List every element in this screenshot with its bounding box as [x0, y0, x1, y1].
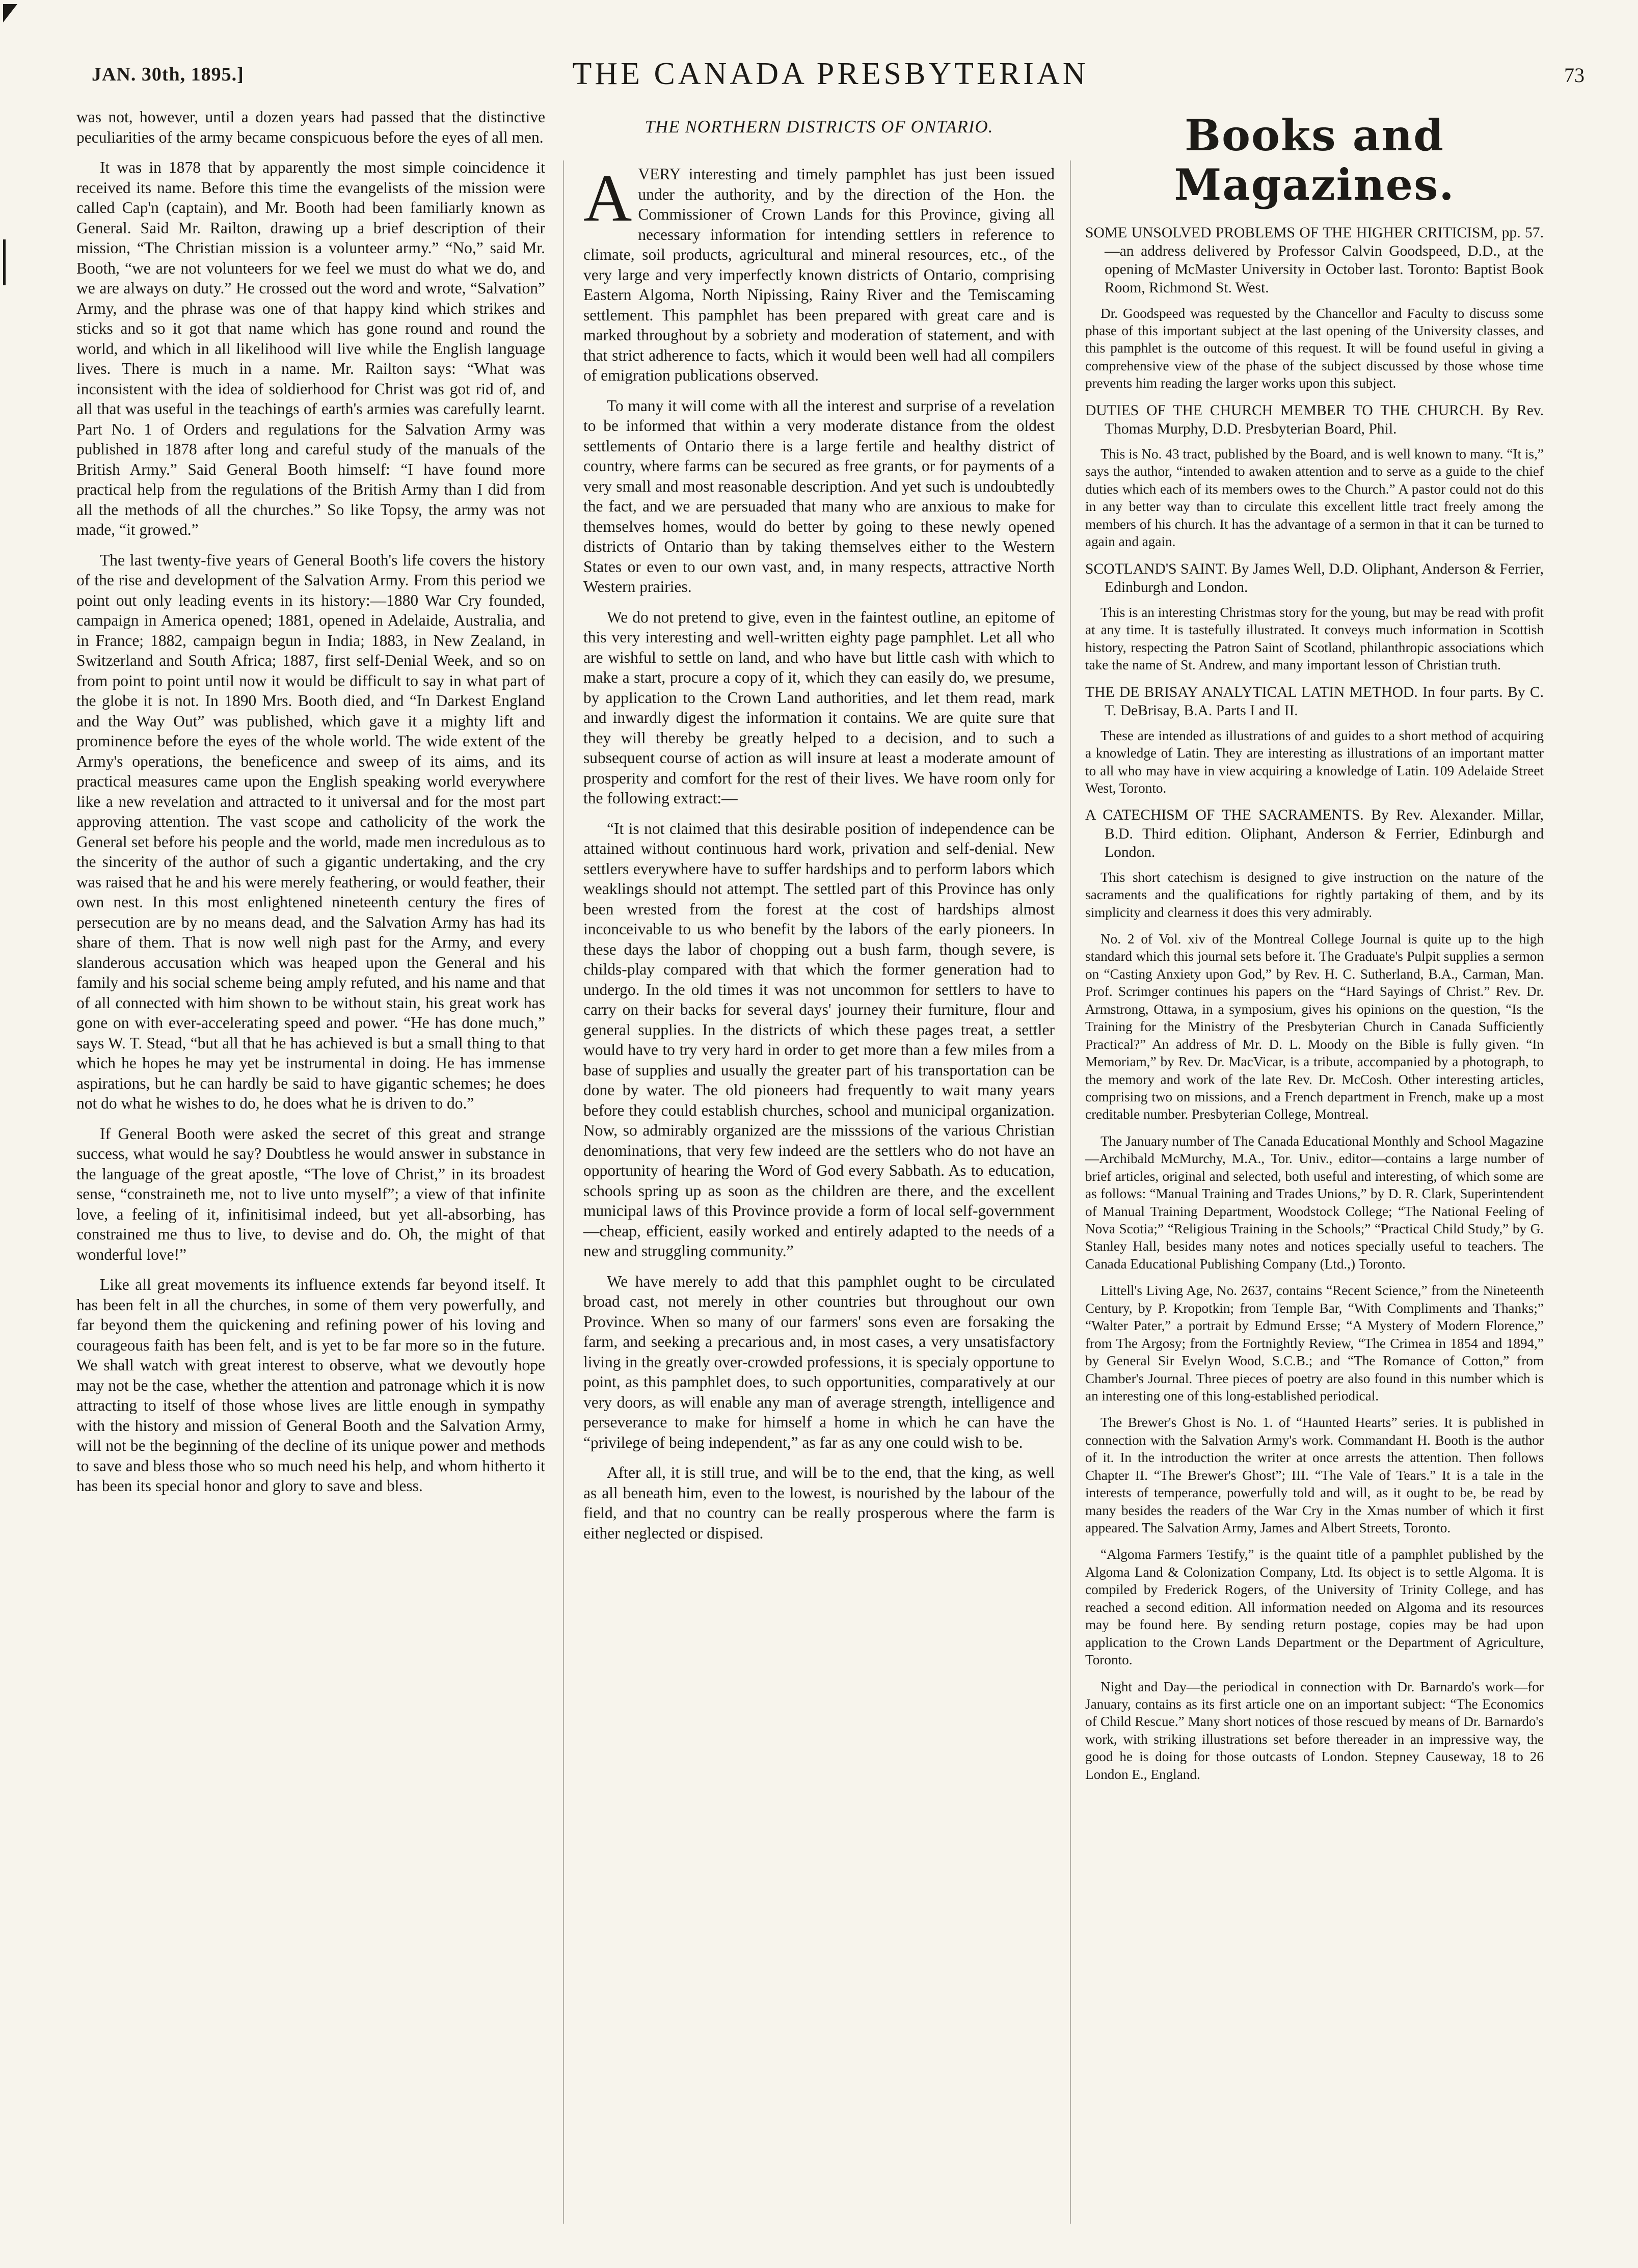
- margin-mark: [3, 239, 6, 285]
- paragraph: We have merely to add that this pamphlet ought to be circulated broad cast, not merely in other countries but throughout our own Province. When so many of our farmers' sons even are forsaking the farm, and seeking a precarious and, in most cases, a very unsatisfactory living in the greatly over-crowded professions, it is specialy opportune to point, as this pamphlet does, to such opportunities, comparatively at our very doors, as will enable any man of average strength, intelligence and perseverance to make for himself a home in which he can have the “privilege of being independent,” as far as any one could wish to be.: [583, 1272, 1055, 1451]
- book-entry-title: SOME UNSOLVED PROBLEMS OF THE HIGHER CRITICISM, pp. 57.—an address delivered by Professor Calvin Goodspeed, D.D., at the opening of McMaster University in October last. Toronto: Baptist Book Room, Richmond St. West.: [1085, 225, 1544, 296]
- paragraph: “It is not claimed that this desirable position of independence can be attained without continuous hard work, privation and self-denial. New settlers everywhere have to suffer hardships and to perform labors which weaklings should not attempt. The settled part of this Province has only been wrested from the forest at the cost of hardships almost inconceivable to us who benefit by the labors of the early pioneers. In these days the labor of chopping out a bush farm, though severe, is childs-play compared with that which the former generation had to undergo. In the old times it was not uncommon for settlers to have to carry on their backs for several days' journey their furniture, flour and general supplies. In the districts of which these pages treat, a settler would have to try very hard in order to get more than a few miles from a base of supplies and usually the greater part of his transportation can be done by water. The old pioneers had frequently to wait many years before they could establish churches, school and municipal organization. Now, so admirably organized are the misssions of the various Christian denominations, that very few indeed are the settlers who do not have an opportunity of hearing the Word of God every Sabbath. As to education, schools spring up as soon as the children are there, and the excellent municipal laws of this Province provide a form of local self-government—cheap, efficient, easily worked and entirely adapted to the needs of a new and struggling community.”: [583, 819, 1055, 1260]
- paragraph-text: VERY interesting and timely pamphlet has just been issued under the authority, and by the direction of the Hon. the Commissioner of Crown Lands for this Province, giving all necessary information for intending settlers in reference to climate, soil products, agricultural and mineral resources, etc., of the very large and very imperfectly known districts of Ontario, comprising Eastern Algoma, North Nipissing, Rainy River and the Temiscaming settlement. This pamphlet has been prepared with great care and is marked throughout by a sobriety and moderation of statement, and with that strict adherence to facts, which it would been well had all compilers of emigration publications observed.: [583, 165, 1055, 384]
- book-entry: [1085, 560, 1544, 674]
- paragraph: was not, however, until a dozen years had passed that the distinctive peculiarities of the army became conspicuous before the eyes of all men.: [76, 108, 545, 146]
- column-northern-districts-article: [583, 107, 1055, 1553]
- book-entry-title: DUTIES OF THE CHURCH MEMBER TO THE CHURCH. By Rev. Thomas Murphy, D.D. Presbyterian Board, Phil.: [1085, 402, 1544, 437]
- paragraph: We do not pretend to give, even in the faintest outline, an epitome of this very interesting and well-written eighty page pamphlet. Let all who are wishful to settle on land, and who have but little cash with which to make a start, procure a copy of it, which they can easily do, we presume, by application to the Crown Land authorities, and let them read, mark and inwardly digest the information it contains. We are quite sure that they will thereby be greatly helped to a decision, and to such a subsequent course of action as will insure at least a moderate amount of prosperity and comfort for the rest of their lives. We have room only for the following extract:—: [583, 608, 1055, 807]
- page-number: 73: [1564, 64, 1585, 87]
- book-entry-review: This is an interesting Christmas story for the young, but may be read with profit at any time. It is tastefully illustrated. It conveys much information in Scottish history, respecting the Patron Saint of Scotland, philanthropic associations which take the name of St. Andrew, and many important lesson of Christian truth.: [1085, 604, 1544, 673]
- book-entry-title: THE DE BRISAY ANALYTICAL LATIN METHOD. In four parts. By C. T. DeBrisay, B.A. Parts I and II.: [1085, 684, 1544, 719]
- section-heading: Books and Magazines.: [1174, 110, 1455, 210]
- magazine-notice: Littell's Living Age, No. 2637, contains “Recent Science,” from the Nineteenth Century, by P. Kropotkin; from Temple Bar, “With Compliments and Thanks;” “Walter Pater,” a portrait by Edmund Ersse; “A Mystery of Modern Florence,” from The Argosy; from the Fortnightly Review, “The Crimea in 1854 and 1894,” by General Sir Evelyn Wood, S.C.B.; and “The Romance of Cotton,” from Chamber's Journal. Three pieces of poetry are also found in this number which is an interesting one of this long-established periodical.: [1085, 1283, 1544, 1403]
- paragraph: To many it will come with all the interest and surprise of a revelation to be informed that within a very moderate distance from the oldest settlements of Ontario there is a large fertile and healthy district of country, where farms can be secured as free grants, or for payments of a very small and most reasonable description. And yet such is undoubtedly the fact, and we are persuaded that many who are anxious to make for themselves homes, would do better by going to these newly opened districts of Ontario than by taking themselves either to the Western States or even to our own vast, and, in many respects, attractive North Western prairies.: [583, 396, 1055, 596]
- paragraph: Like all great movements its influence extends far beyond itself. It has been felt in all the churches, in some of them very powerfully, and far beyond them the quickening and refining power of his loving and courageous faith has been felt, and is yet to be far more so in the future. We shall watch with great interest to observe, what we devoutly hope may not be the case, whether the attention and patronage which it is now attracting to itself of those whose lives are little enough in sympathy with the history and mission of General Booth and the Salvation Army, will not be the beginning of the decline of its unique power and methods to save and bless those who so much need his help, and whom hitherto it has been its special honor and glory to save and bless.: [76, 1276, 545, 1495]
- masthead-title: THE CANADA PRESBYTERIAN: [572, 57, 1089, 91]
- magazine-notice: No. 2 of Vol. xiv of the Montreal College Journal is quite up to the high standard which this journal sets before it. The Graduate's Pulpit supplies a sermon on “Casting Anxiety upon God,” by Rev. H. C. Sutherland, B.A., Carman, Man. Prof. Scrimger continues his papers on the “Hard Sayings of Christ.” Rev. Dr. Armstrong, Ottawa, in a symposium, gives his opinions on the question, “Is the Training for the Ministry of the Presbyterian Church in Canada Sufficiently Practical?” An address of Mr. D. L. Moody on the Bible is fully given. “In Memoriam,” by Rev. Dr. MacVicar, is a tribute, accompanied by a photograph, to the memory and work of the late Rev. Dr. McCosh. Other interesting articles, comprising two on missions, and a French department in French, make up a most creditable number. Presbyterian College, Montreal.: [1085, 931, 1544, 1122]
- book-entry-title: SCOTLAND'S SAINT. By James Well, D.D. Oliphant, Anderson & Ferrier, Edinburgh and London.: [1085, 560, 1544, 596]
- issue-date: JAN. 30th, 1895.]: [92, 64, 244, 85]
- column-books-and-magazines: [1085, 107, 1544, 1792]
- book-entry-review: Dr. Goodspeed was requested by the Chancellor and Faculty to discuss some phase of this important subject at the last opening of the University classes, and this pamphlet is the outcome of this request. It will be found useful in giving a comprehensive view of the phase of the subject discussed by those whose time prevents him reading the larger works upon this subject.: [1085, 305, 1544, 391]
- magazine-notice: “Algoma Farmers Testify,” is the quaint title of a pamphlet published by the Algoma Land & Colonization Company, Ltd. Its object is to settle Algoma. It is compiled by Frederick Rogers, of the University of Trinity College, and has reached a second edition. All information needed on Algoma and its resources may be found here. By sending return postage, copies may be had upon application to the Crown Lands Department or the Department of Agriculture, Toronto.: [1085, 1547, 1544, 1668]
- magazine-notices: [1085, 930, 1544, 1783]
- book-entry-review: This is No. 43 tract, published by the Board, and is well known to many. “It is,” says the author, “intended to awaken attention and to serve as a guide to the chief duties which each of its members owes to the Church.” A pastor could not do this in any better way than to circulate this excellent little tract freely among the members of his church. It has the advantage of a sermon in that it can be turned to again and again.: [1085, 446, 1544, 550]
- book-entry: [1085, 224, 1544, 392]
- magazine-notice: Night and Day—the periodical in connection with Dr. Barnardo's work—for January, contains as its first article one on an important subject: “The Economics of Child Rescue.” Many short notices of those rescued by means of Dr. Barnardo's work, with striking illustrations set before thereader in an impressive way, the good he is doing for those outcasts of London. Stepney Causeway, 18 to 26 London E., England.: [1085, 1679, 1544, 1782]
- book-entry-review: These are intended as illustrations of and guides to a short method of acquiring a knowledge of Latin. They are interesting as illustrations of an important matter to all who may have in view acquiring a knowledge of Latin. 109 Adelaide Street West, Toronto.: [1085, 727, 1544, 796]
- drop-cap: A: [583, 160, 632, 235]
- book-entry: [1085, 806, 1544, 921]
- book-entry: [1085, 683, 1544, 797]
- column-rule-left: [563, 160, 564, 2224]
- magazine-notice: The Brewer's Ghost is No. 1. of “Haunted Hearts” series. It is published in connection with the Salvation Army's work. Commandant H. Booth is the author of it. In the introduction the writer at once arrests the attention. Then follows Chapter II. “The Brewer's Ghost”; III. “The Vale of Tears.” It is a tale in the interests of temperance, powerfully told and will, as it ought to be, be read by many besides the readers of the War Cry in the Xmas number of which it first appeared. The Salvation Army, James and Albert Streets, Toronto.: [1085, 1415, 1544, 1536]
- paragraph: It was in 1878 that by apparently the most simple coincidence it received its name. Before this time the evangelists of the mission were called Cap'n (captain), and Mr. Booth had been familiarly known as General. Said Mr. Railton, drawing up a brief description of their mission, “The Christian mission is a volunteer army.” “No,” said Mr. Booth, “we are not volunteers for we feel we must do what we do, and we are always on duty.” He crossed out the word and wrote, “Salvation” Army, and the phrase was one of that happy kind which strikes and sticks and so it got that name which has gone round and round the world, and which in all likelihood will live while the English language lives. There is much in a name. Mr. Railton says: “What was inconsistent with the idea of soldierhood for Christ was got rid of, and all that was useful in the teachings of earth's armies was carefully learnt. Part No. 1 of Orders and regulations for the Salvation Army was published in 1878 after long and careful study of the manuals of the British Army.” Said General Booth himself: “I have found more practical help from the regulations of the British Army than I did from all the methods of all the churches.” So like Topsy, the army was not made, “it growed.”: [76, 158, 545, 538]
- paragraph: The last twenty-five years of General Booth's life covers the history of the rise and development of the Salvation Army. From this period we point out only leading events in its history:—1880 War Cry founded, campaign in America opened; 1881, opened in Adelaide, Australia, and in France; 1882, campaign begun in India; 1883, in New Zealand, in Switzerland and South Africa; 1887, first self-Denial Week, and so on from point to point until now it would be difficult to say in what part of the globe it is not. In 1890 Mrs. Booth died, and “In Darkest England and the Way Out” was published, which gave it a mighty lift and prominence before the eyes of the whole world. The wide extent of the Army's operations, the beneficence and sweep of its aims, and its practical measures came upon the English speaking world everywhere like a new revelation and attracted to it universal and for the most part approving attention. The vast scope and catholicity of the work the General set before his people and the world, made men incredulous as to the sincerity of the author of such a gigantic undertaking, and the cry was raised that he and his were merely feathering, or would feather, their own nest. In this most enlightened nineteenth century the fires of persecution are by no means dead, and the Salvation Army has had its share of them. That is now well nigh past for the Army, and every slanderous accusation which was heaped upon the General and his family and his social scheme being amply refuted, and his name and that of all connected with him shown to be without stain, his great work has gone on with ever-accelerating speed and power. “He has done much,” says W. T. Stead, “but all that he has achieved is but a small thing to that which he hopes he may yet be instrumental in doing. He has immense aspirations, but he can hardly be said to have gigantic schemes; he does not do what he wishes to do, he does what he is driven to do.”: [76, 551, 545, 1112]
- paragraph: [583, 160, 1055, 386]
- book-entry: [1085, 401, 1544, 551]
- book-entry-review: This short catechism is designed to give instruction on the nature of the sacraments and the qualifications for rightly partaking of them, and by its simplicity and clearness it does this very admirably.: [1085, 869, 1544, 920]
- magazine-notice: The January number of The Canada Educational Monthly and School Magazine—Archibald McMurchy, M.A., Tor. Univ., editor—contains a large number of brief articles, original and selected, both useful and interesting, of which some are as follows: “Manual Training and Trades Unions,” by D. R. Clark, Superintendent of Manual Training Department, Woodstock College; “The National Feeling of Nova Scotia;” “Religious Training in the Schools;” “Practical Child Study,” by G. Stanley Hall, besides many notes and notices specially useful to teachers. The Canada Educational Publishing Company (Ltd.,) Toronto.: [1085, 1133, 1544, 1272]
- page-header: [76, 56, 1585, 97]
- paragraph: If General Booth were asked the secret of this great and strange success, what would he say? Doubtless he would answer in substance in the language of the great apostle, “The love of Christ,” in its broadest sense, “constraineth me, not to live unto myself”; a view of that infinite love, a feeling of it, infinitisimal indeed, but yet all-absorbing, has constrained me thus to live, to devise and do. Oh, the might of that wonderful love!”: [76, 1124, 545, 1263]
- book-entry-title: A CATECHISM OF THE SACRAMENTS. By Rev. Alexander. Millar, B.D. Third edition. Oliphant, Anderson & Ferrier, Edinburgh and London.: [1085, 807, 1544, 860]
- article-title: THE NORTHERN DISTRICTS OF ONTARIO.: [645, 117, 993, 137]
- paragraph: After all, it is still true, and will be to the end, that the king, as well as all beneath him, even to the lowest, is nourished by the labour of the field, and that no country can be really prosperous where the farm is either neglected or dispised.: [583, 1464, 1055, 1542]
- column-rule-right: [1070, 160, 1071, 2224]
- column-salvation-army-article: [76, 107, 545, 1506]
- corner-crop-mark: [3, 4, 17, 22]
